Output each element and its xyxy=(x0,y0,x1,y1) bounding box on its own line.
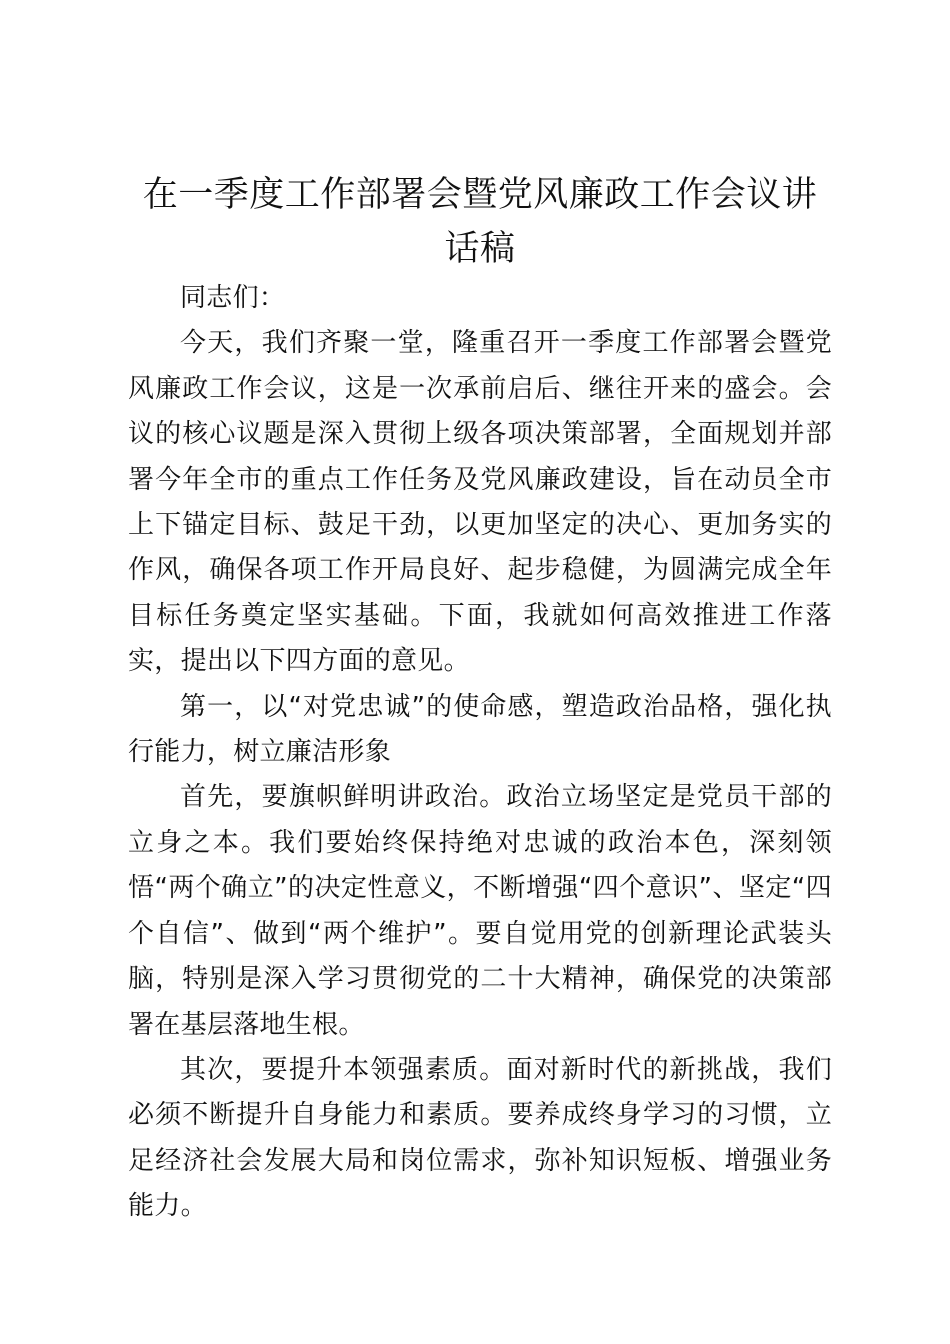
first-point-paragraph: 首先，要旗帜鲜明讲政治。政治立场坚定是党员干部的立身之本。我们要始终保持绝对忠诚的政治本色，深刻领悟“两个确立”的决定性意义，不断增强“四个意识”、坚定“四个自信”、做到“两个维护”。要自觉用党的创新理论武装头脑，特别是深入学习贯彻党的二十大精神，确保党的决策部署在基层落地生根。 xyxy=(128,782,832,1040)
second-point-paragraph: 其次，要提升本领强素质。面对新时代的新挑战，我们必须不断提升自身能力和素质。要养成终身学习的习惯，立足经济社会发展大局和岗位需求，弥补知识短板、增强业务能力。 xyxy=(128,1054,832,1222)
salutation-paragraph: 同志们： xyxy=(180,283,286,313)
document-body xyxy=(128,276,832,1230)
section-heading-paragraph: 第一，以“对党忠诚”的使命感，塑造政治品格，强化执行能力，树立廉洁形象 xyxy=(128,691,832,768)
opening-paragraph: 今天，我们齐聚一堂，隆重召开一季度工作部署会暨党风廉政工作会议，这是一次承前启后、继往开来的盛会。会议的核心议题是深入贯彻上级各项决策部署，全面规划并部署今年全市的重点工作任务及党风廉政建设，旨在动员全市上下锚定目标、鼓足干劲，以更加坚定的决心、更加务实的作风，确保各项工作开局良好、起步稳健，为圆满完成全年目标任务奠定坚实基础。下面，我就如何高效推进工作落实，提出以下四方面的意见。 xyxy=(128,328,832,677)
document-title: 在一季度工作部署会暨党风廉政工作会议讲话稿 xyxy=(142,175,818,269)
